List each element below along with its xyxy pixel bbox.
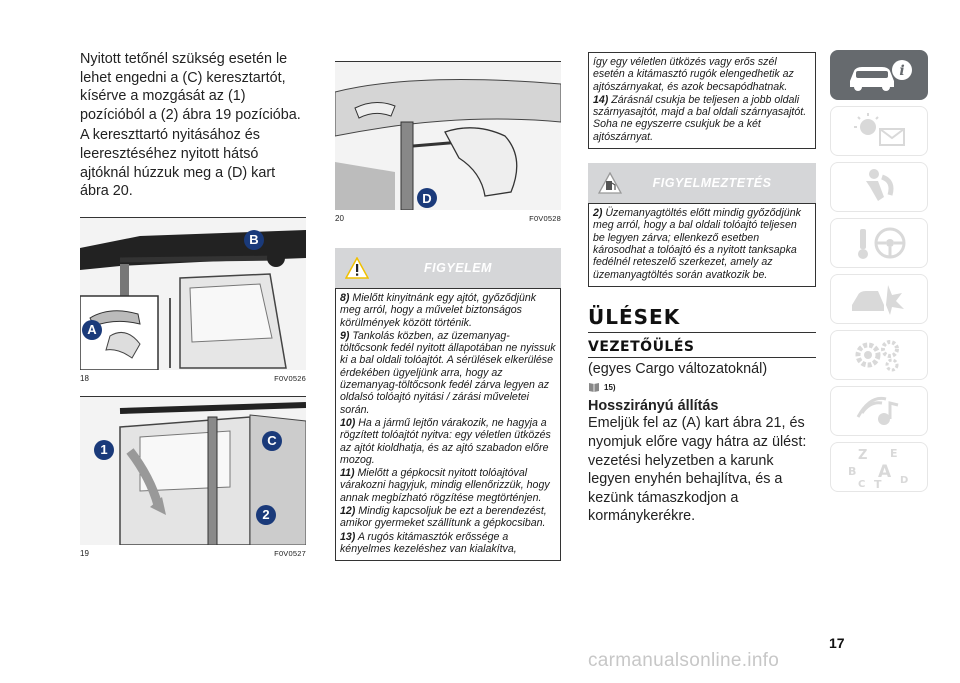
- warning-continued-box: [588, 52, 816, 149]
- reference-note: [588, 380, 816, 394]
- caution-title: FIGYELMEZTETÉS: [652, 176, 772, 191]
- warning-item: 13) A rugós kitámasztók erőssége a kényelmes kezeléshez van kialakítva,: [340, 530, 517, 555]
- figure-20-caption: [335, 210, 561, 226]
- service-gear-icon: [844, 335, 914, 375]
- chapter-tabs: [830, 50, 928, 498]
- tab-maintenance[interactable]: [830, 330, 928, 380]
- rule: [588, 357, 816, 358]
- car-info-icon: [844, 57, 914, 93]
- figure-19: [80, 397, 306, 545]
- caution-box: [588, 203, 816, 287]
- caution-header: [588, 163, 816, 203]
- warning-item: 8) Mielőtt kinyitnánk egy ajtót, győződjünk meg arról, hogy a művelet biztonságos körülmények között történik.: [340, 292, 537, 329]
- index-letter: A: [878, 462, 892, 482]
- figure-code: F0V0528: [529, 214, 561, 223]
- tab-index[interactable]: [830, 442, 928, 492]
- warning-item: 12) Mindig kapcsoljuk be ezt a berendezést, amikor gyermeket szállítunk a gépkocsiban.: [340, 505, 547, 530]
- safety-airbag-icon: [844, 167, 914, 207]
- fuel-warning-icon: [598, 172, 622, 199]
- tab-multimedia[interactable]: [830, 386, 928, 436]
- emergency-crash-icon: [844, 279, 914, 319]
- figure-number: 18: [80, 373, 89, 383]
- callout-c: C: [262, 431, 282, 451]
- variant-note: (egyes Cargo változatoknál): [588, 360, 768, 377]
- section-heading: ÜLÉSEK: [588, 304, 681, 329]
- tab-emergency[interactable]: [830, 274, 928, 324]
- warning-box: [335, 288, 561, 561]
- index-letter: E: [890, 447, 898, 460]
- paragraph-crossbar-lever: A kereszttartó nyitásához és leeresztéséhez nyitott hátsó ajtóknál húzzuk meg a (D) kart ábra 20.: [80, 127, 276, 200]
- figure-20: [335, 62, 561, 210]
- adjustment-text: Emeljük fel az (A) kart ábra 21, és nyomjuk előre vagy hátra az ülést: vezetési helyzetben a karunk legyen enyhén behajlítva, és a kezünk támaszkodjon a kormánykerékre.: [588, 415, 807, 525]
- svg-text:i: i: [899, 63, 905, 79]
- callout-2: 2: [256, 505, 276, 525]
- multimedia-icon: [844, 391, 914, 431]
- tab-safety[interactable]: [830, 162, 928, 212]
- warning-title: FIGYELEM: [424, 261, 492, 275]
- adjustment-heading: Hosszirányú állítás: [588, 398, 719, 415]
- warning-item: 11) Mielőtt a gépkocsit nyitott tolóajtóval várakozni hagyjuk, mindig ellenőrizzük, hogy annak megbízható rögzítése megtörténjen.: [340, 467, 550, 504]
- warning-triangle-icon: [345, 257, 369, 284]
- figure-number: 19: [80, 548, 89, 558]
- light-message-icon: [844, 111, 914, 151]
- page-number: 17: [829, 635, 845, 651]
- rule: [588, 332, 816, 333]
- warning-item: 10) Ha a jármű lejtőn várakozik, ne hagyja a rögzített tolóajtót nyitva: egy véletlen ütközés az ajtót kioldhatja, és az ajtó szabadon előre mozog.: [340, 416, 551, 466]
- callout-b: B: [244, 230, 264, 250]
- figure-code: F0V0526: [274, 373, 306, 383]
- warning-continued-text: így egy véletlen ütközés vagy erős szél esetén a kitámasztó rugók elengedhetik az ajtószárnyakat, és azok becsapódhatnak.: [593, 56, 794, 93]
- figure-number: 20: [335, 214, 344, 223]
- index-letters-icon: [844, 445, 914, 489]
- index-letter: C: [858, 479, 866, 489]
- index-letter: Z: [858, 448, 868, 463]
- steering-key-icon: [844, 223, 914, 263]
- warning-item: 14) Zárásnál csukja be teljesen a jobb oldali szárnyasajtót, majd a bal oldali szárnyasajtót. Soha ne egyszerre csukjuk be a két ajtószárnyat.: [593, 93, 807, 143]
- warning-item: 9) Tankolás közben, az üzemanyag-töltőcsonk fedél nyitott állapotában ne nyissuk ki a bal oldali tolóajtót. A sérülések elkerülése érdekében ügyeljünk arra, hogy az üzemanyag-töltőcsonk fedél zárva legyen az oldalsó tolóajtó nyitási / zárási műveletei során.: [340, 329, 556, 416]
- column-left: [80, 50, 306, 561]
- reference-number: 15): [604, 382, 616, 392]
- figure-19-caption: [80, 545, 306, 561]
- tab-starting-driving[interactable]: [830, 218, 928, 268]
- warning-header: [335, 248, 561, 288]
- column-middle: [335, 50, 561, 561]
- index-letter: B: [848, 465, 857, 478]
- caution-item: 2) Üzemanyagtöltés előtt mindig győződjünk meg arról, hogy a bal oldali tolóajtó teljesen be legyen zárva; ellenkező esetben károsodhat a tolóajtó és a nyitott tanksapka fedélnél reteszelő szerkezet, amely az üzemanyagtöltés során avatkozik be.: [593, 207, 801, 281]
- callout-a: A: [82, 320, 102, 340]
- watermark: carmanualsonline.info: [588, 650, 780, 671]
- index-letter: D: [900, 475, 909, 486]
- figure-code: F0V0527: [274, 548, 306, 558]
- paragraph-crossbar-lowering: Nyitott tetőnél szükség esetén le lehet engedni a (C) keresztartót, kísérve a mozgását az (1) pozícióból a (2) ábra 19 pozícióba.: [80, 51, 301, 123]
- figure-18-caption: [80, 370, 306, 386]
- figure-18: [80, 218, 306, 370]
- index-letter: T: [874, 478, 882, 489]
- book-icon: [588, 382, 600, 392]
- tab-car-info[interactable]: [830, 50, 928, 100]
- callout-1: 1: [94, 440, 114, 460]
- callout-d: D: [417, 188, 437, 208]
- column-right: [588, 50, 816, 526]
- tab-lights-messages[interactable]: [830, 106, 928, 156]
- subsection-heading: VEZETŐÜLÉS: [588, 338, 695, 355]
